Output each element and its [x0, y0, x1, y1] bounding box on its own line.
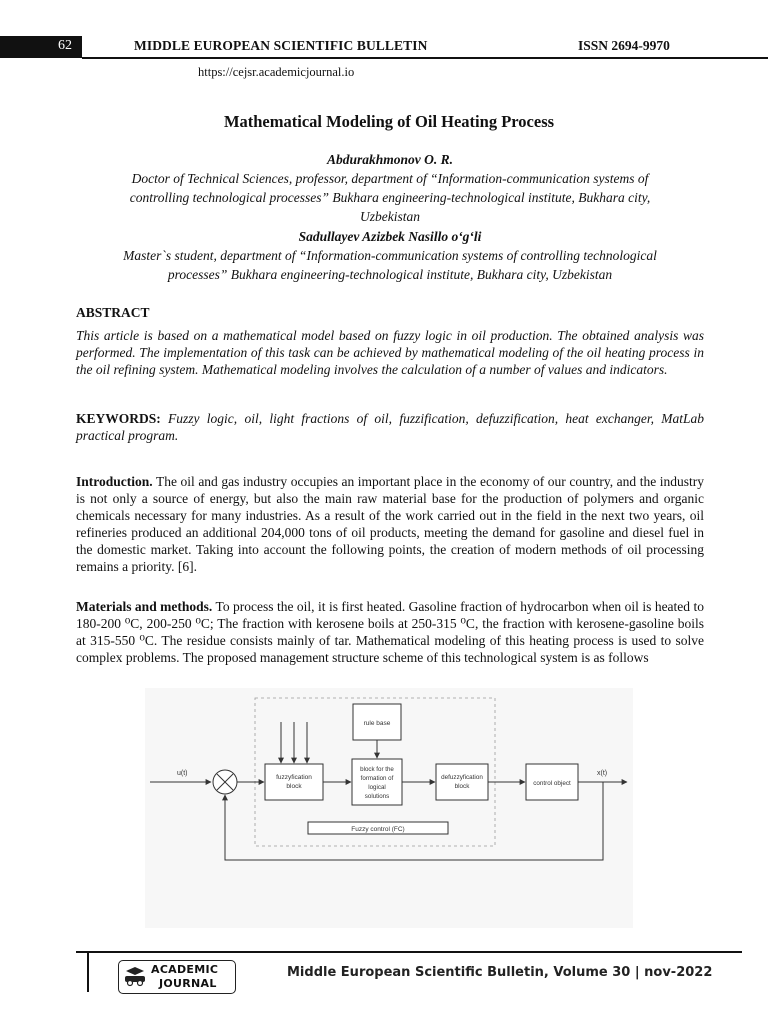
page-number: 62: [58, 38, 72, 53]
input-label: u(t): [177, 770, 188, 777]
introduction-paragraph: [76, 473, 704, 575]
introduction-label: Introduction.: [76, 474, 153, 489]
rule-base-label: rule base: [363, 720, 391, 727]
author-2-name: Sadullayev Azizbek Nasillo o‘g‘li: [298, 229, 482, 244]
fuzzy-control-label: Fuzzy control (FC): [351, 826, 405, 833]
logic-label-1: block for the: [360, 766, 394, 773]
author-2-affiliation-line-1: Master`s student, department of “Information-communication systems of controlling technological: [123, 248, 657, 263]
academic-journal-logo: [118, 960, 236, 994]
logic-label-3: logical: [368, 784, 386, 791]
introduction-text: The oil and gas industry occupies an important place in the economy of our country, and the industry is not only a source of energy, but also the main raw material base for the production of polymers and organic chemicals necessary for many industries. As a result of the work carried out in the field in the next two years, oil refineries produced an additional 204,000 tons of oil products, meeting the demand for gasoline and diesel fuel in the domestic market. Taking into account the following points, the creation of modern methods of oil processing remains a priority. [6].: [76, 474, 704, 574]
abstract-text: This article is based on a mathematical model based on fuzzy logic in oil production. The obtained analysis was performed. The implementation of this task can be achieved by mathematical modeling of the oil heating process in the oil refining system. Mathematical modeling involves the calculation of a number of values and indicators.: [76, 328, 704, 377]
author-1-affiliation-line-2: controlling technological processes” Bukhara engineering-technological institute, Bukhara city,: [129, 190, 651, 205]
article-title: Mathematical Modeling of Oil Heating Process: [223, 112, 555, 131]
keywords-label: KEYWORDS:: [76, 411, 161, 426]
logo-text-line-1: ACADEMIC: [151, 963, 219, 976]
author-1-affiliation-line-1: Doctor of Technical Sciences, professor, department of “Information-communication systems of: [131, 171, 649, 186]
fuzzification-block: [265, 764, 323, 800]
control-object-label: control object: [533, 780, 571, 787]
author-2-affiliation-line-2: processes” Bukhara engineering-technological institute, Bukhara city, Uzbekistan: [167, 267, 613, 282]
header-rule: [82, 57, 768, 59]
footer-divider: [87, 952, 89, 992]
methods-paragraph: [76, 598, 704, 666]
defuzzification-block: [436, 764, 488, 800]
logic-label-4: solutions: [364, 793, 390, 800]
journal-url-link[interactable]: https://cejsr.academicjournal.io: [198, 65, 355, 79]
fuzzy-control-block-diagram: [145, 688, 633, 928]
logic-label-2: formation of: [360, 775, 394, 782]
defuzzification-label-2: block: [454, 783, 470, 790]
author-1-name: Abdurakhmonov O. R.: [326, 152, 454, 167]
abstract-heading: ABSTRACT: [76, 305, 150, 320]
output-label: x(t): [597, 770, 608, 777]
footer-citation: Middle European Scientific Bulletin, Volume 30 | nov-2022: [287, 965, 713, 980]
keywords-list: Fuzzy logic, oil, light fractions of oil, fuzzification, defuzzification, heat exchanger, MatLab practical program.: [76, 411, 704, 443]
author-1-affiliation-line-3: Uzbekistan: [360, 209, 420, 224]
footer-rule: [76, 951, 742, 953]
fuzzification-label-2: block: [286, 783, 302, 790]
logo-text-line-2: JOURNAL: [159, 977, 217, 990]
journal-name: MIDDLE EUROPEAN SCIENTIFIC BULLETIN: [134, 38, 428, 53]
book-car-icon: [122, 964, 148, 988]
methods-text: To process the oil, it is first heated. Gasoline fraction of hydrocarbon when oil is heated to 180-200 ⁰C, 200-250 ⁰C; The fraction with kerosene boils at 250-315 ⁰C, the fraction with kerosene-gasoline boils at 315-550 ⁰C. The residue consists mainly of tar. Mathematical modeling of this heating process is used to solve complex problems. The proposed management structure scheme of this technological system is as follows: [76, 599, 704, 665]
fuzzification-label-1: fuzzyfication: [276, 774, 312, 781]
keywords: [76, 410, 704, 444]
defuzzification-label-1: defuzzyfication: [441, 774, 483, 781]
issn: ISSN 2694-9970: [578, 38, 670, 53]
methods-label: Materials and methods.: [76, 599, 213, 614]
